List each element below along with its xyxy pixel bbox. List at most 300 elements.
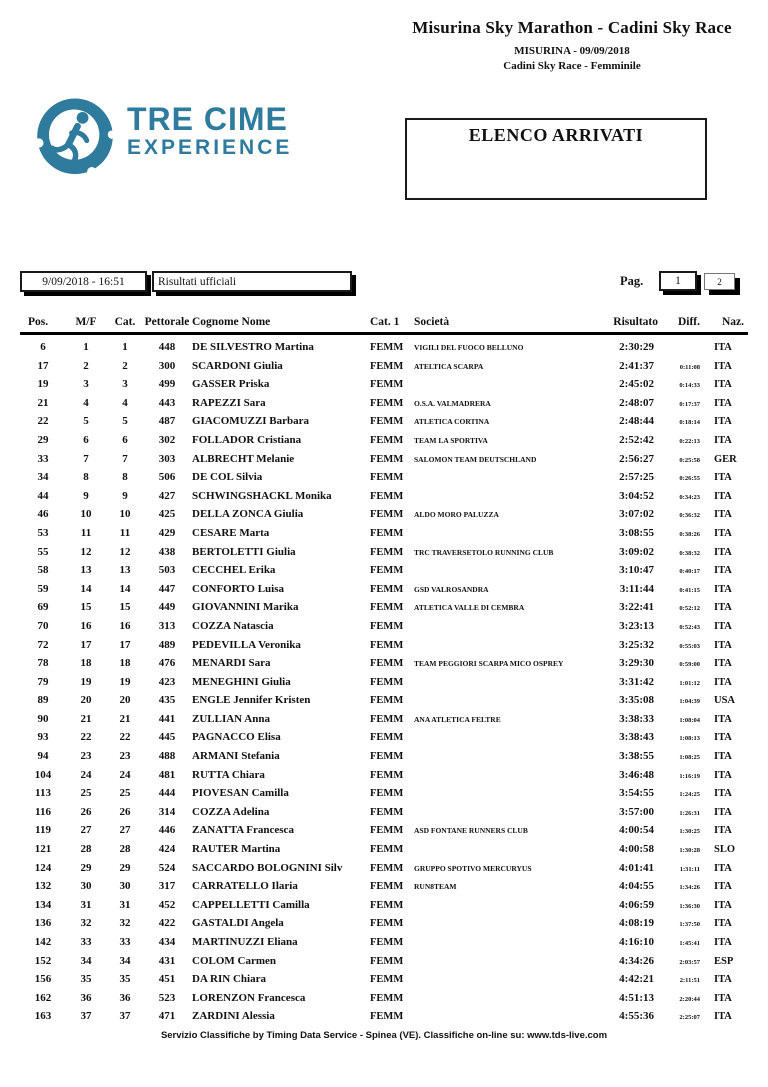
race-header xyxy=(388,18,756,72)
pettorale-cell: 427 xyxy=(158,489,176,502)
naz-cell: ITA xyxy=(714,769,732,781)
pos-cell: 29 xyxy=(37,433,49,446)
name-cell: PAGNACCO Elisa xyxy=(192,731,281,744)
cat-cell: 21 xyxy=(119,712,131,725)
table-row xyxy=(20,787,748,806)
name-cell: ZULLIAN Anna xyxy=(192,712,270,725)
cat-cell: 36 xyxy=(119,991,131,1004)
pettorale-cell: 452 xyxy=(158,898,176,911)
pos-cell: 104 xyxy=(34,768,52,781)
risultato-cell: 4:06:59 xyxy=(619,898,654,911)
pos-cell: 17 xyxy=(37,359,49,372)
risultato-cell: 3:57:00 xyxy=(619,805,654,818)
cat-cell: 29 xyxy=(119,861,131,874)
table-row xyxy=(20,601,748,620)
col-header-diff: Diff. xyxy=(677,316,700,328)
risultato-cell: 2:48:07 xyxy=(619,396,654,409)
table-row xyxy=(20,657,748,676)
page-button-2[interactable]: 2 xyxy=(704,273,735,290)
risultato-cell: 4:42:21 xyxy=(619,973,654,986)
name-cell: SCARDONI Giulia xyxy=(192,359,283,372)
cat1-cell: FEMM xyxy=(370,751,404,763)
cat-cell: 25 xyxy=(119,787,131,800)
risultato-cell: 2:57:25 xyxy=(619,471,654,484)
table-row xyxy=(20,955,748,974)
diff-cell: 2:20:44 xyxy=(679,995,700,1003)
risultato-cell: 4:08:19 xyxy=(619,917,654,930)
naz-cell: ITA xyxy=(714,342,732,353)
name-cell: GIOVANNINI Marika xyxy=(192,601,299,614)
risultato-cell: 4:01:41 xyxy=(619,861,654,874)
pos-cell: 136 xyxy=(34,917,52,930)
diff-cell: 1:01:12 xyxy=(679,679,700,687)
risultato-cell: 3:25:32 xyxy=(619,638,654,651)
logo-line1: TRE CIME xyxy=(127,101,288,137)
page-button-1[interactable]: 1 xyxy=(659,271,697,291)
cat1-cell: FEMM xyxy=(370,546,404,558)
diff-cell: 0:34:23 xyxy=(679,493,700,501)
cat-cell: 6 xyxy=(122,433,128,446)
pettorale-cell: 431 xyxy=(158,954,176,967)
risultato-cell: 3:38:43 xyxy=(619,731,654,744)
pos-cell: 156 xyxy=(34,973,52,986)
naz-cell: ITA xyxy=(714,862,732,874)
risultato-cell: 3:22:41 xyxy=(619,601,654,614)
pettorale-cell: 448 xyxy=(158,341,176,353)
datetime-box xyxy=(20,271,147,292)
pos-cell: 78 xyxy=(37,657,49,670)
diff-cell: 0:18:14 xyxy=(679,419,700,427)
table-row xyxy=(20,360,748,379)
pettorale-cell: 435 xyxy=(158,694,176,707)
mf-cell: 19 xyxy=(80,675,92,688)
naz-cell: ITA xyxy=(714,639,732,651)
naz-cell: ITA xyxy=(714,825,732,837)
table-row xyxy=(20,527,748,546)
table-row xyxy=(20,583,748,602)
name-cell: FOLLADOR Cristiana xyxy=(192,433,302,446)
table-row xyxy=(20,453,748,472)
table-row xyxy=(20,899,748,918)
name-cell: GASSER Priska xyxy=(192,378,270,391)
name-cell: MENEGHINI Giulia xyxy=(192,675,291,688)
societa-cell: O.S.A. VALMADRERA xyxy=(414,398,491,408)
pos-cell: 69 xyxy=(37,601,49,614)
cat1-cell: FEMM xyxy=(370,992,404,1004)
risultato-cell: 2:30:29 xyxy=(619,341,654,353)
table-body xyxy=(20,341,748,1029)
name-cell: DELLA ZONCA Giulia xyxy=(192,508,304,521)
pos-cell: 79 xyxy=(37,675,49,688)
naz-cell: ITA xyxy=(714,397,732,409)
table-row xyxy=(20,490,748,509)
cat1-cell: FEMM xyxy=(370,676,404,688)
pettorale-cell: 438 xyxy=(158,545,176,558)
pettorale-cell: 476 xyxy=(158,657,176,670)
mf-cell: 25 xyxy=(80,787,92,800)
name-cell: RAUTER Martina xyxy=(192,843,281,856)
diff-cell: 0:17:37 xyxy=(679,400,700,408)
table-row xyxy=(20,508,748,527)
logo-line2: EXPERIENCE xyxy=(127,136,293,159)
risultato-cell: 4:34:26 xyxy=(619,954,654,967)
pos-cell: 44 xyxy=(37,489,49,502)
naz-cell: ITA xyxy=(714,620,732,632)
mf-cell: 13 xyxy=(80,564,92,577)
mf-cell: 29 xyxy=(80,861,92,874)
pettorale-cell: 451 xyxy=(158,973,176,986)
table-row xyxy=(20,434,748,453)
naz-cell: ITA xyxy=(714,676,732,688)
cat1-cell: FEMM xyxy=(370,806,404,818)
societa-cell: ATELTICA SCARPA xyxy=(414,361,484,371)
pettorale-cell: 471 xyxy=(158,1010,176,1023)
cat1-cell: FEMM xyxy=(370,788,404,800)
cat-cell: 7 xyxy=(122,452,128,465)
mf-cell: 33 xyxy=(80,936,92,948)
naz-cell: ITA xyxy=(714,992,732,1004)
pettorale-cell: 434 xyxy=(158,936,176,948)
official-results-text: Risultati ufficiali xyxy=(158,275,237,288)
pos-cell: 142 xyxy=(34,936,52,948)
cat1-cell: FEMM xyxy=(370,937,404,948)
risultato-cell: 3:38:33 xyxy=(619,712,654,725)
cat-cell: 19 xyxy=(119,675,131,688)
risultato-cell: 3:38:55 xyxy=(619,750,654,763)
naz-cell: ITA xyxy=(714,713,732,725)
table-row xyxy=(20,676,748,695)
risultato-cell: 2:56:27 xyxy=(619,452,654,465)
pettorale-cell: 300 xyxy=(158,359,176,372)
name-cell: LORENZON Francesca xyxy=(192,991,306,1004)
pettorale-cell: 443 xyxy=(158,396,176,409)
diff-cell: 1:08:13 xyxy=(679,735,700,743)
cat1-cell: FEMM xyxy=(370,434,404,446)
pos-cell: 19 xyxy=(37,378,49,391)
name-cell: MARTINUZZI Eliana xyxy=(192,936,298,948)
naz-cell: ITA xyxy=(714,527,732,539)
risultato-cell: 3:54:55 xyxy=(619,787,654,800)
table-row xyxy=(20,731,748,750)
name-cell: DE COL Silvia xyxy=(192,471,263,484)
cat-cell: 28 xyxy=(119,843,131,856)
naz-cell: ITA xyxy=(714,490,732,502)
cat1-cell: FEMM xyxy=(370,881,404,893)
race-subtitle-category: Cadini Sky Race - Femminile xyxy=(503,60,641,72)
name-cell: COZZA Natascia xyxy=(192,619,274,632)
cat-cell: 23 xyxy=(119,750,131,763)
naz-cell: ITA xyxy=(714,565,732,577)
race-subtitle-date: MISURINA - 09/09/2018 xyxy=(514,45,630,57)
pettorale-cell: 503 xyxy=(158,564,176,577)
col-header-mf: M/F xyxy=(75,316,97,328)
cat1-cell: FEMM xyxy=(370,360,404,372)
name-cell: RAPEZZI Sara xyxy=(192,396,266,409)
cat-cell: 24 xyxy=(119,768,131,781)
pos-cell: 53 xyxy=(37,526,49,539)
naz-cell: GER xyxy=(714,453,737,465)
risultato-cell: 4:51:13 xyxy=(619,991,654,1004)
pettorale-cell: 489 xyxy=(158,638,176,651)
cat1-cell: FEMM xyxy=(370,379,404,391)
col-header-pos: Pos. xyxy=(28,316,49,328)
risultato-cell: 2:52:42 xyxy=(619,433,654,446)
name-cell: SCHWINGSHACKL Monika xyxy=(192,489,332,502)
diff-cell: 1:30:28 xyxy=(679,847,700,855)
cat-cell: 11 xyxy=(119,526,131,539)
name-cell: COLOM Carmen xyxy=(192,954,277,967)
tre-cime-logo xyxy=(33,96,292,180)
mf-cell: 31 xyxy=(80,898,92,911)
table-row xyxy=(20,694,748,713)
risultato-cell: 3:46:48 xyxy=(619,768,654,781)
societa-cell: ALDO MORO PALUZZA xyxy=(414,510,499,520)
mf-cell: 15 xyxy=(80,601,92,614)
mf-cell: 34 xyxy=(80,954,92,967)
table-row xyxy=(20,378,748,397)
cat1-cell: FEMM xyxy=(370,955,404,967)
mf-cell: 10 xyxy=(80,508,92,521)
naz-cell: SLO xyxy=(714,844,736,856)
diff-cell: 2:03:57 xyxy=(679,958,700,966)
pos-cell: 33 xyxy=(37,452,49,465)
table-row xyxy=(20,824,748,843)
pos-cell: 46 xyxy=(37,508,49,521)
risultato-cell: 3:31:42 xyxy=(619,675,654,688)
risultato-cell: 3:07:02 xyxy=(619,508,654,521)
pettorale-cell: 449 xyxy=(158,601,176,614)
diff-cell: 0:25:58 xyxy=(679,456,700,464)
diff-cell: 1:45:41 xyxy=(679,940,700,947)
risultato-cell: 3:04:52 xyxy=(619,489,654,502)
cat1-cell: FEMM xyxy=(370,639,404,651)
pettorale-cell: 488 xyxy=(158,750,176,763)
societa-cell: TEAM PEGGIORI SCARPA MICO OSPREY xyxy=(414,659,564,669)
pos-cell: 55 xyxy=(37,545,49,558)
cat-cell: 35 xyxy=(119,973,131,986)
risultato-cell: 2:41:37 xyxy=(619,359,654,372)
cat1-cell: FEMM xyxy=(370,472,404,484)
mf-cell: 2 xyxy=(83,359,89,372)
cat1-cell: FEMM xyxy=(370,602,404,614)
pettorale-cell: 425 xyxy=(158,508,176,521)
cat-cell: 17 xyxy=(119,638,131,651)
pettorale-cell: 429 xyxy=(158,526,176,539)
diff-cell: 1:30:25 xyxy=(679,828,700,836)
diff-cell: 0:22:13 xyxy=(679,437,700,445)
table-row xyxy=(20,1010,748,1029)
pettorale-cell: 444 xyxy=(158,787,176,800)
name-cell: ARMANI Stefania xyxy=(192,750,280,763)
mf-cell: 26 xyxy=(80,805,92,818)
cat-cell: 14 xyxy=(119,582,131,595)
cat-cell: 15 xyxy=(119,601,131,614)
diff-cell: 0:52:12 xyxy=(679,605,700,613)
diff-cell: 1:37:50 xyxy=(679,921,700,929)
cat1-cell: FEMM xyxy=(370,713,404,725)
cat1-cell: FEMM xyxy=(370,342,404,353)
risultato-cell: 3:09:02 xyxy=(619,545,654,558)
col-header-name: Cognome Nome xyxy=(192,316,271,328)
pos-cell: 58 xyxy=(37,564,49,577)
pettorale-cell: 447 xyxy=(158,582,176,595)
pos-cell: 72 xyxy=(37,638,49,651)
pettorale-cell: 317 xyxy=(158,880,176,893)
cat1-cell: FEMM xyxy=(370,974,404,986)
cat1-cell: FEMM xyxy=(370,695,404,707)
risultato-cell: 4:55:36 xyxy=(619,1010,654,1023)
cat-cell: 37 xyxy=(119,1010,131,1023)
name-cell: MENARDI Sara xyxy=(192,657,271,670)
runner-icon xyxy=(33,96,117,180)
diff-cell: 1:31:11 xyxy=(679,865,700,873)
col-header-risultato: Risultato xyxy=(613,316,658,328)
cat-cell: 22 xyxy=(119,731,131,744)
name-cell: GIACOMUZZI Barbara xyxy=(192,415,310,428)
naz-cell: ITA xyxy=(714,602,732,614)
pettorale-cell: 487 xyxy=(158,415,176,428)
cat-cell: 16 xyxy=(119,619,131,632)
name-cell: PIOVESAN Camilla xyxy=(192,787,289,800)
naz-cell: ITA xyxy=(714,899,732,911)
cat-cell: 4 xyxy=(122,396,128,409)
naz-cell: ITA xyxy=(714,974,732,986)
mf-cell: 32 xyxy=(80,917,92,930)
naz-cell: ITA xyxy=(714,732,732,744)
cat1-cell: FEMM xyxy=(370,397,404,409)
pettorale-cell: 313 xyxy=(158,619,176,632)
naz-cell: ITA xyxy=(714,434,732,446)
cat1-cell: FEMM xyxy=(370,583,404,595)
pos-cell: 90 xyxy=(37,712,49,725)
cat1-cell: FEMM xyxy=(370,658,404,670)
pettorale-cell: 302 xyxy=(158,433,176,446)
table-row xyxy=(20,769,748,788)
table-row xyxy=(20,917,748,936)
datetime-text: 9/09/2018 - 16:51 xyxy=(42,275,125,288)
pos-cell: 124 xyxy=(34,861,52,874)
cat1-cell: FEMM xyxy=(370,899,404,911)
naz-cell: ITA xyxy=(714,881,732,893)
risultato-cell: 3:10:47 xyxy=(619,564,654,577)
pettorale-cell: 445 xyxy=(158,731,176,744)
pos-cell: 21 xyxy=(37,396,49,409)
name-cell: ALBRECHT Melanie xyxy=(192,452,295,465)
mf-cell: 6 xyxy=(83,433,89,446)
cat1-cell: FEMM xyxy=(370,862,404,874)
pettorale-cell: 499 xyxy=(158,378,176,391)
societa-cell: SALOMON TEAM DEUTSCHLAND xyxy=(414,454,537,464)
name-cell: ENGLE Jennifer Kristen xyxy=(192,694,311,707)
naz-cell: ITA xyxy=(714,658,732,670)
table-row xyxy=(20,639,748,658)
pos-cell: 152 xyxy=(34,954,52,967)
risultato-cell: 4:16:10 xyxy=(619,936,654,948)
cat1-cell: FEMM xyxy=(370,825,404,837)
pettorale-cell: 422 xyxy=(158,917,176,930)
mf-cell: 16 xyxy=(80,619,92,632)
pos-cell: 94 xyxy=(37,750,49,763)
pos-cell: 116 xyxy=(35,805,51,818)
mf-cell: 20 xyxy=(80,694,92,707)
societa-cell: ASD FONTANE RUNNERS CLUB xyxy=(414,826,528,836)
pos-cell: 163 xyxy=(34,1010,52,1023)
mf-cell: 1 xyxy=(83,341,89,353)
risultato-cell: 4:00:54 xyxy=(619,824,654,837)
cat-cell: 32 xyxy=(119,917,131,930)
pettorale-cell: 523 xyxy=(158,991,176,1004)
cat-cell: 10 xyxy=(119,508,131,521)
page-label: Pag. xyxy=(620,274,644,288)
pos-cell: 70 xyxy=(37,619,49,632)
mf-cell: 28 xyxy=(80,843,92,856)
mf-cell: 4 xyxy=(83,396,89,409)
mf-cell: 27 xyxy=(80,824,92,837)
diff-cell: 1:34:26 xyxy=(679,884,700,892)
pettorale-cell: 424 xyxy=(158,843,176,856)
societa-cell: ANA ATLETICA FELTRE xyxy=(414,714,501,724)
mf-cell: 17 xyxy=(80,638,92,651)
table-row xyxy=(20,341,748,360)
diff-cell: 1:08:25 xyxy=(679,754,700,762)
naz-cell: ITA xyxy=(714,751,732,763)
naz-cell: ITA xyxy=(714,379,732,391)
service-footer: Servizio Classifiche by Timing Data Service - Spinea (VE). Classifiche on-line su: www.tds-live.com xyxy=(160,1030,608,1041)
name-cell: ZANATTA Francesca xyxy=(192,824,294,837)
cat1-cell: FEMM xyxy=(370,620,404,632)
name-cell: BERTOLETTI Giulia xyxy=(192,545,296,558)
naz-cell: ITA xyxy=(714,806,732,818)
cat1-cell: FEMM xyxy=(370,509,404,521)
name-cell: CECCHEL Erika xyxy=(192,564,276,577)
mf-cell: 30 xyxy=(80,880,92,893)
pos-cell: 119 xyxy=(35,824,51,837)
pos-cell: 89 xyxy=(37,694,49,707)
mf-cell: 23 xyxy=(80,750,92,763)
naz-cell: ITA xyxy=(714,416,732,428)
name-cell: CAPPELLETTI Camilla xyxy=(192,898,310,911)
cat-cell: 8 xyxy=(122,471,128,484)
mf-cell: 7 xyxy=(83,452,89,465)
cat1-cell: FEMM xyxy=(370,527,404,539)
risultato-cell: 3:35:08 xyxy=(619,694,654,707)
societa-cell: GSD VALROSANDRA xyxy=(414,584,489,594)
mf-cell: 11 xyxy=(80,526,92,539)
pos-cell: 134 xyxy=(34,898,52,911)
table-row xyxy=(20,992,748,1011)
mf-cell: 18 xyxy=(80,657,92,670)
cat-cell: 13 xyxy=(119,564,131,577)
cat1-cell: FEMM xyxy=(370,565,404,577)
cat1-cell: FEMM xyxy=(370,490,404,502)
pettorale-cell: 481 xyxy=(158,768,176,781)
col-header-pettorale: Pettorale xyxy=(144,316,190,328)
risultato-cell: 3:08:55 xyxy=(619,526,654,539)
name-cell: CARRATELLO Ilaria xyxy=(192,880,298,893)
risultato-cell: 4:04:55 xyxy=(619,880,654,893)
naz-cell: ITA xyxy=(714,360,732,372)
diff-cell: 0:14:33 xyxy=(679,382,700,390)
mf-cell: 12 xyxy=(80,545,92,558)
diff-cell: 0:59:00 xyxy=(679,661,700,669)
risultato-cell: 3:11:44 xyxy=(619,582,654,595)
table-header-row xyxy=(20,316,748,335)
table-row xyxy=(20,397,748,416)
naz-cell: ITA xyxy=(714,937,732,948)
table-row xyxy=(20,750,748,769)
naz-cell: USA xyxy=(714,695,736,707)
societa-cell: RUN8TEAM xyxy=(414,882,457,892)
